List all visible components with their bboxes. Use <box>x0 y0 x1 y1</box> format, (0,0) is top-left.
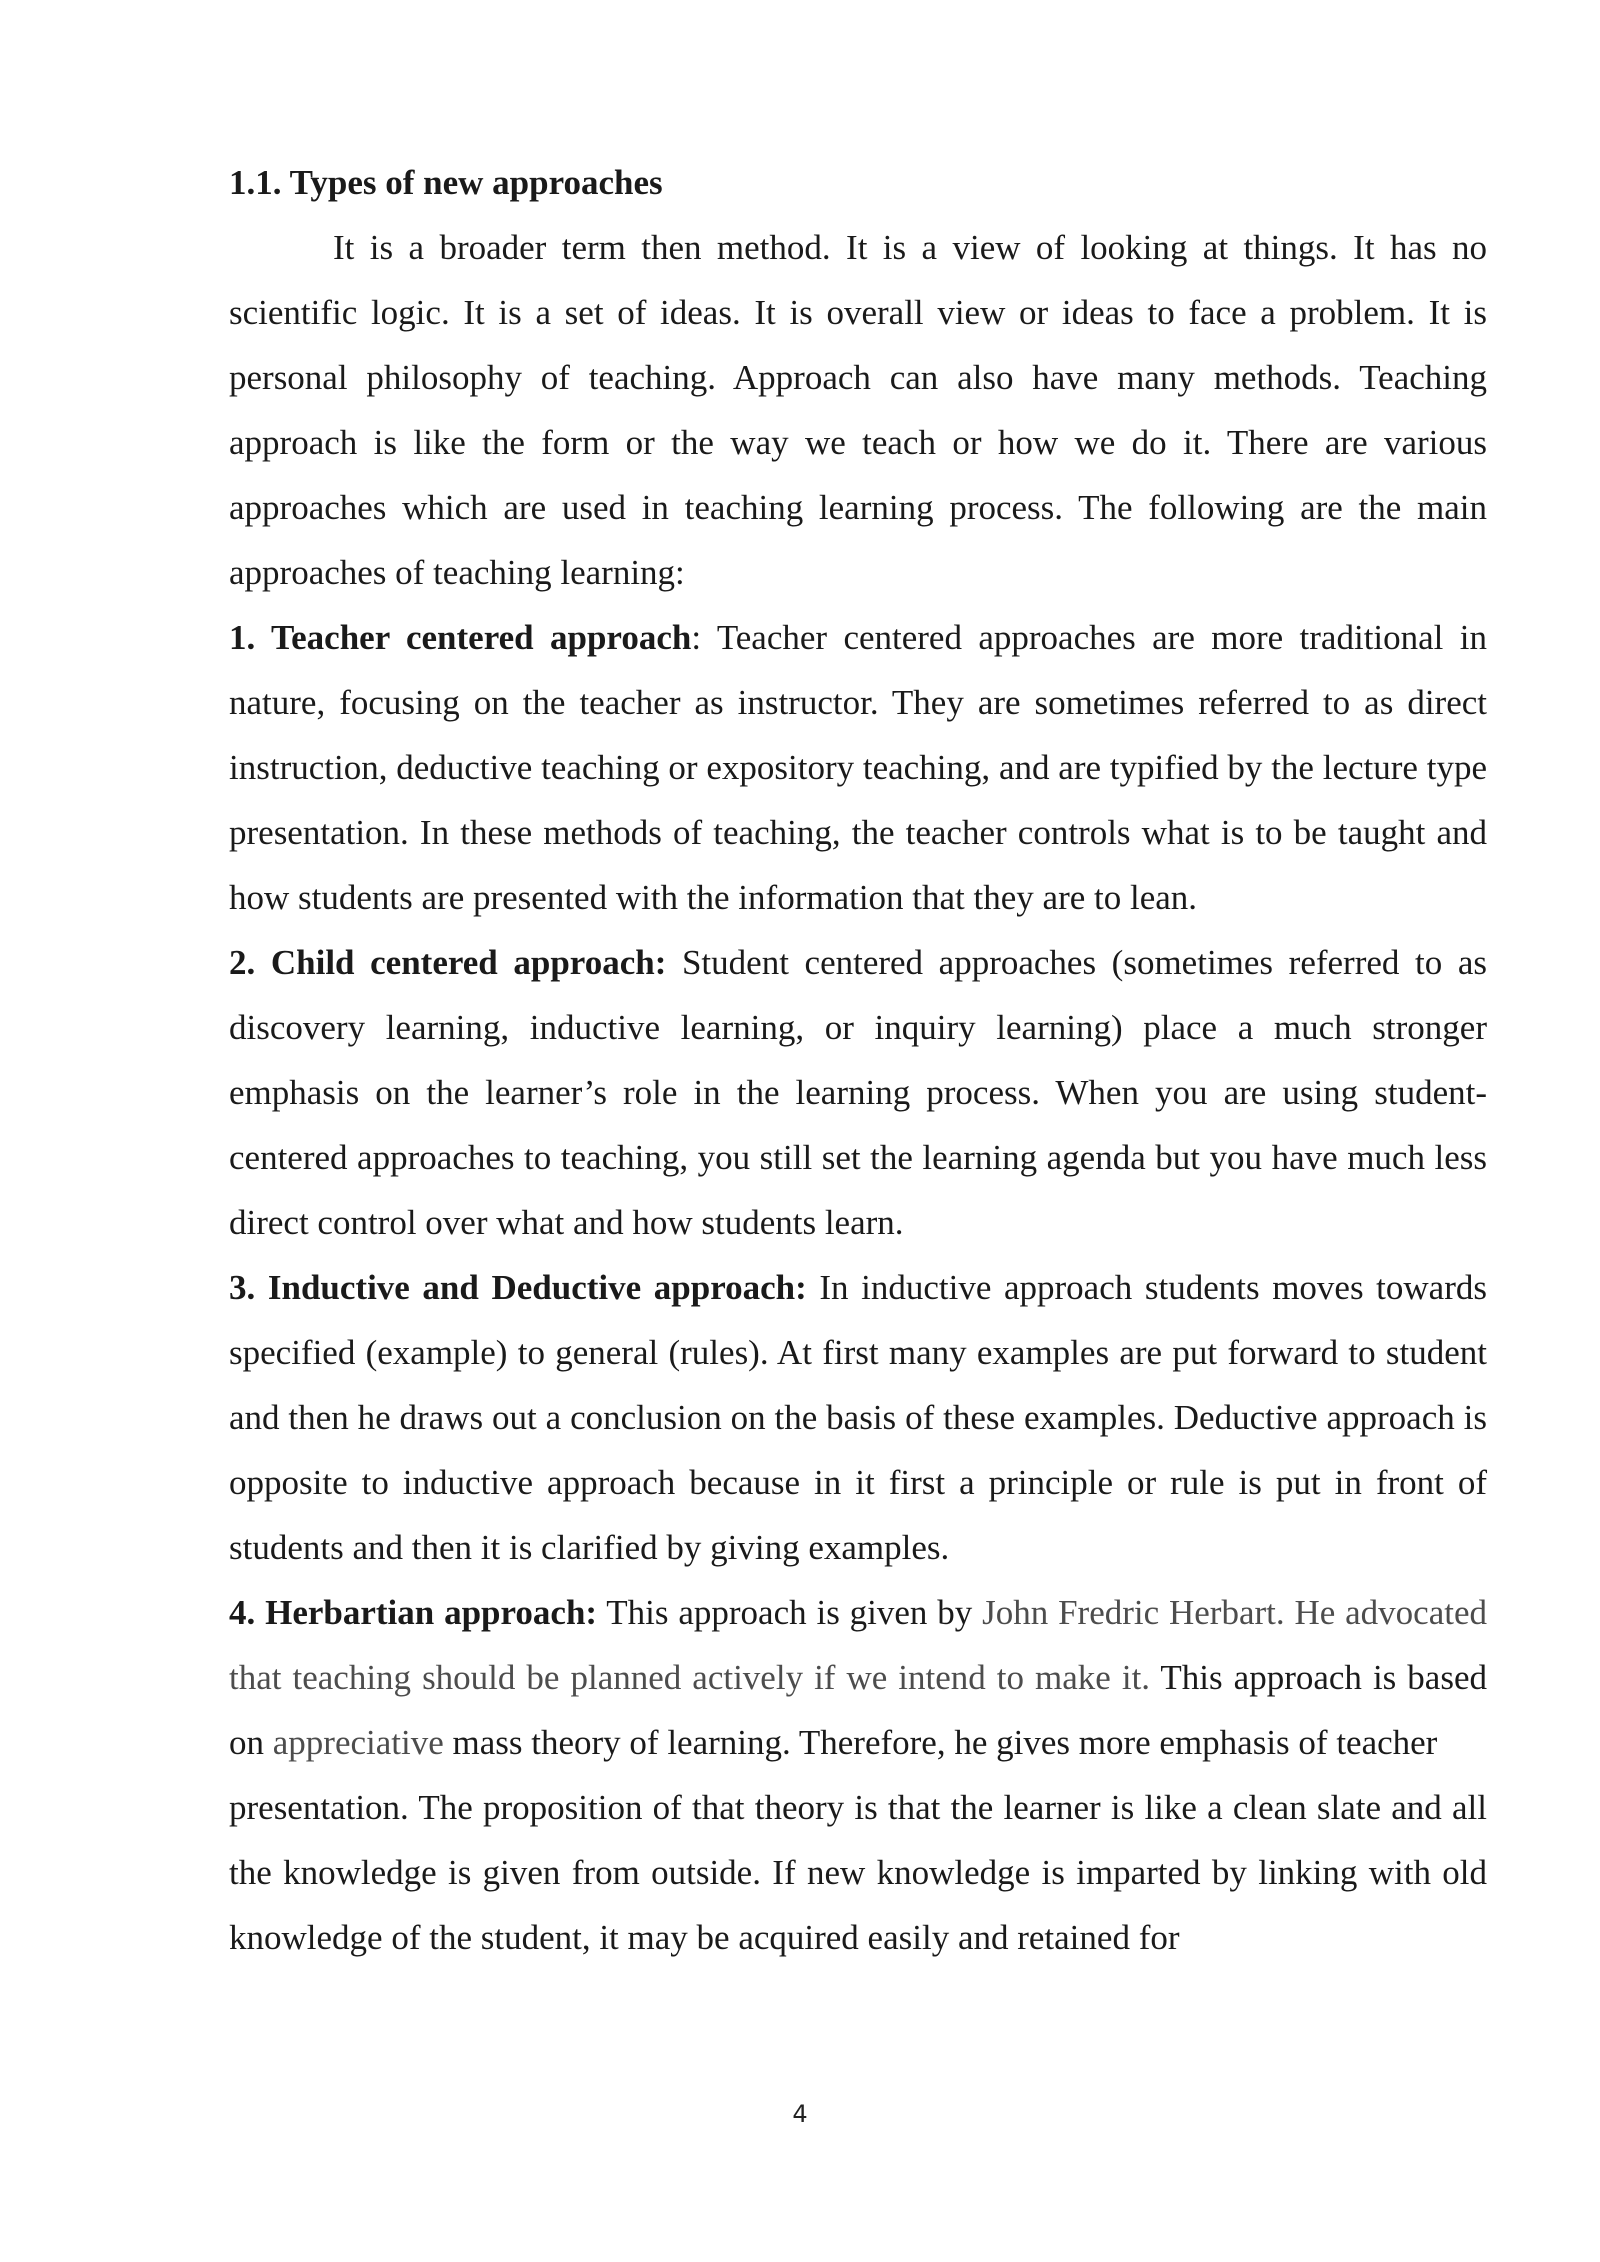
page-number: 4 <box>792 2100 808 2128</box>
inductive-deductive-body: In inductive approach students moves towards specified (example) to general (rules). At first many examples are put forward to student and then he draws out a conclusion on the basis of these examples. Deductive approach is opposite to inductive approach because in it first a principle or rule is put in front of students and then it is clarified by giving examples. <box>229 1268 1487 1567</box>
intro-paragraph: It is a broader term then method. It is a view of looking at things. It has no scientific logic. It is a set of ideas. It is overall view or ideas to face a problem. It is personal philosophy of teaching. Approach can also have many methods. Teaching approach is like the form or the way we teach or how we do it. There are various approaches which are used in teaching learning process. The following are the main approaches of teaching learning: <box>229 228 1487 592</box>
herbartian-paragraph <box>229 1580 1487 1775</box>
inductive-deductive-title: 3. Inductive and Deductive approach: <box>229 1268 807 1307</box>
herbartian-body-1: This approach is given by <box>597 1593 983 1632</box>
inductive-deductive-paragraph <box>229 1255 1487 1580</box>
herbartian-body-3: This approach is based on <box>229 1658 1487 1762</box>
teacher-centered-separator: : <box>691 618 717 657</box>
teacher-centered-title: 1. Teacher centered approach <box>229 618 692 657</box>
child-centered-paragraph <box>229 930 1487 1255</box>
child-centered-title: 2. Child centered approach: <box>229 943 667 982</box>
herbartian-continuation: presentation. The proposition of that theory is that the learner is like a clean slate and all the knowledge is given from outside. If new knowledge is imparted by linking with old knowledge of the student, it may be acquired easily and retained for <box>229 1788 1487 1957</box>
teacher-centered-paragraph <box>229 605 1487 930</box>
herbartian-body-4: appreciative <box>272 1723 444 1762</box>
child-centered-body: Student centered approaches (sometimes referred to as discovery learning, inductive learning, or inquiry learning) place a much stronger emphasis on the learner’s role in the learning process. When you are using student-centered approaches to teaching, you still set the learning agenda but you have much less direct control over what and how students learn. <box>229 943 1487 1242</box>
herbartian-body-2: John Fredric Herbart. He advocated that teaching should be planned actively if we intend to make it. <box>229 1593 1487 1697</box>
teacher-centered-body: Teacher centered approaches are more traditional in nature, focusing on the teacher as instructor. They are sometimes referred to as direct instruction, deductive teaching or expository teaching, and are typified by the lecture type presentation. In these methods of teaching, the teacher controls what is to be taught and how students are presented with the information that they are to lean. <box>229 618 1488 917</box>
herbartian-title: 4. Herbartian approach: <box>229 1593 598 1632</box>
page-content <box>229 150 1487 1970</box>
section-heading: 1.1. Types of new approaches <box>229 163 663 202</box>
herbartian-body-5: mass theory of learning. Therefore, he gives more emphasis of teacher <box>443 1723 1438 1762</box>
